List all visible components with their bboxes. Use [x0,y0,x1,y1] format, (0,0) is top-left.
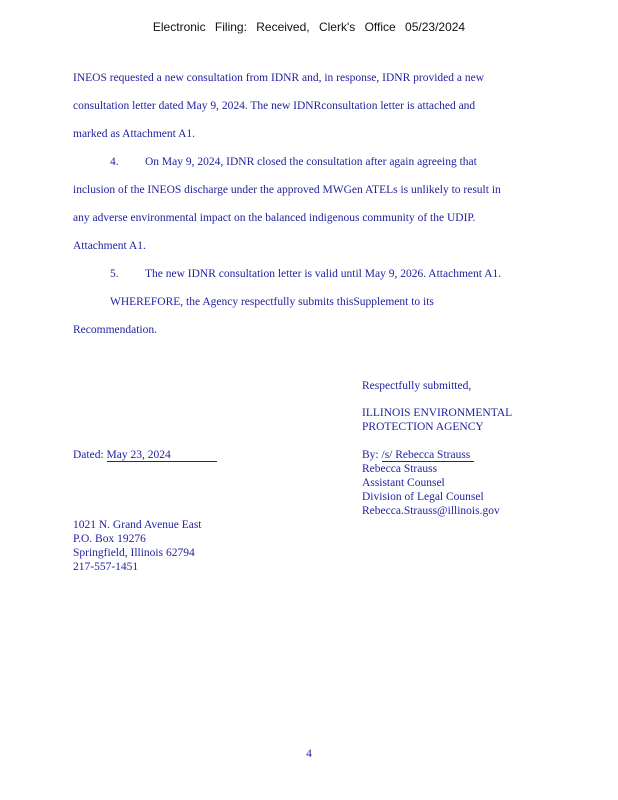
closing-text: Respectfully submitted, [362,380,472,392]
body-line: Attachment A1. [73,240,146,252]
closing-block [362,379,471,393]
dated-label: Dated: [73,449,104,461]
signature-block [362,448,500,518]
agency-name-line1: ILLINOIS ENVIRONMENTAL [362,407,513,419]
document-body [73,64,533,344]
address-city: Springfield, Illinois 62794 [73,547,195,559]
address-block [73,518,202,574]
page-number: 4 [306,748,312,760]
paragraph-4-number: 4. [110,156,119,168]
body-line: any adverse environmental impact on the balanced indigenous community of the UDIP. [73,212,476,224]
paragraph-4-first-line [73,148,533,176]
address-po-box: P.O. Box 19276 [73,533,146,545]
electronic-signature: /s/ Rebecca Strauss [382,449,475,462]
body-line: The new IDNR consultation letter is valid until May 9, 2026. Attachment A1. [145,268,502,280]
filing-stamp-header: Electronic Filing: Received, Clerk's Office 05/23/2024 [152,20,466,34]
dated-block [73,448,217,462]
address-street: 1021 N. Grand Avenue East [73,519,202,531]
body-line: INEOS requested a new consultation from IDNR and, in response, IDNR provided a new [73,72,485,84]
signature-line [362,448,500,462]
body-line: On May 9, 2024, IDNR closed the consultation after again agreeing that [145,156,477,168]
signer-name: Rebecca Strauss [362,463,438,475]
by-label: By: [362,449,379,461]
body-line: consultation letter dated May 9, 2024. The new IDNRconsultation letter is attached and [73,100,476,112]
agency-name-line2: PROTECTION AGENCY [362,421,484,433]
wherefore-line: WHEREFORE, the Agency respectfully submits thisSupplement to its [110,296,434,308]
agency-block [362,406,512,434]
body-line: inclusion of the INEOS discharge under the approved MWGen ATELs is unlikely to result in [73,184,501,196]
signer-email: Rebecca.Strauss@illinois.gov [362,505,500,517]
signer-division: Division of Legal Counsel [362,491,484,503]
dated-value: May 23, 2024 [107,449,217,462]
body-line: marked as Attachment A1. [73,128,195,140]
address-phone: 217-557-1451 [73,561,139,573]
paragraph-5-number: 5. [110,268,119,280]
wherefore-line: Recommendation. [73,324,157,336]
signer-title: Assistant Counsel [362,477,445,489]
paragraph-5 [73,260,533,288]
